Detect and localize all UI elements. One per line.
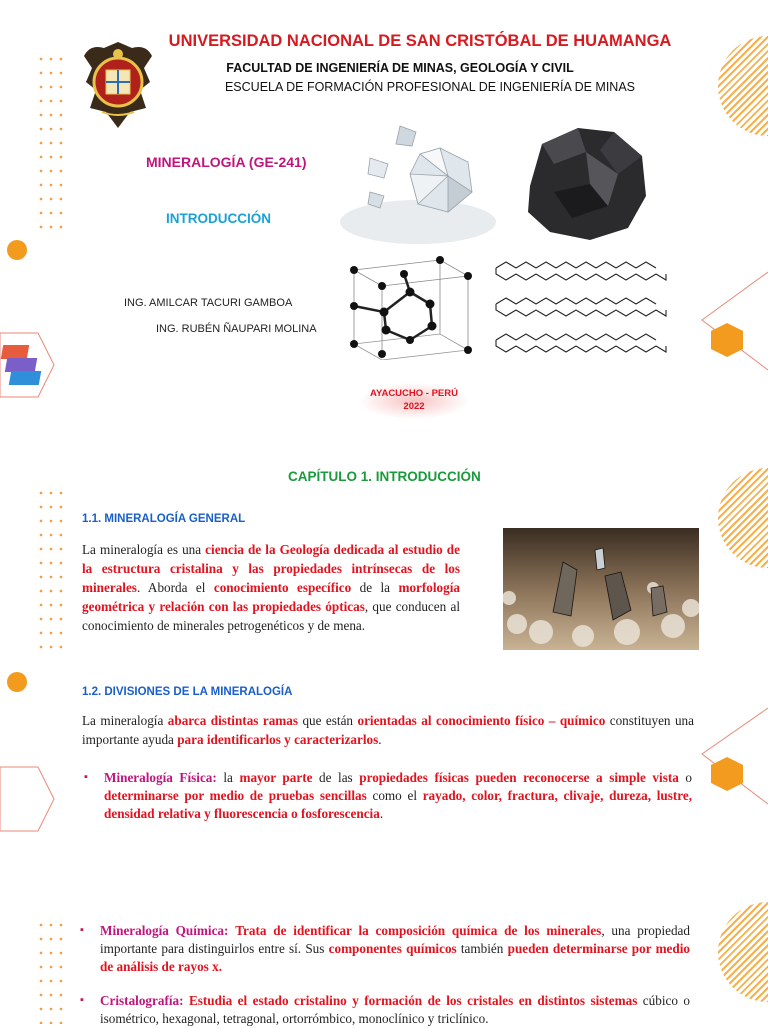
body-text: cúbico o isométrico, hexagonal, tetragonal, ortorrómbico, monoclínico y triclínico. [100, 993, 690, 1026]
body-text: , que conducen al conocimiento de minerales petrogenéticos y de mena. [82, 599, 461, 633]
highlighted-text: mayor parte [239, 770, 313, 785]
highlighted-text: abarca distintas ramas [167, 713, 299, 728]
highlighted-text: orientadas al conocimiento físico – químico [357, 713, 606, 728]
left-chevron-decoration [0, 766, 56, 832]
bullet-marker-icon: ▪ [80, 924, 84, 936]
body-text: también [456, 941, 508, 956]
highlighted-text: para identificarlos y caracterizarlos [177, 732, 379, 747]
body-text: constituyen una importante ayuda [82, 713, 695, 747]
highlighted-text: pueden determinarse por medio de análisis de rayos x. [100, 941, 690, 974]
diamonds-image [340, 112, 496, 244]
author-name: ING. AMILCAR TACURI GAMBOA [124, 297, 293, 309]
highlighted-text: rayado, color, fractura, clivaje, dureza, lustre, densidad relativa y fluorescencia o fosforescencia [104, 788, 692, 821]
chapter-title: CAPÍTULO 1. INTRODUCCIÓN [288, 469, 481, 484]
highlighted-text: Trata de identificar la composición química de los minerales [235, 923, 602, 938]
highlighted-text: propiedades físicas pueden reconocerse a simple vista [359, 770, 679, 785]
blue-block-decoration [9, 371, 41, 385]
body-text: , una propiedad importante para distinguirlos entre sí. Sus [100, 923, 691, 956]
school-name: ESCUELA DE FORMACIÓN PROFESIONAL DE INGENIERÍA DE MINAS [224, 80, 636, 94]
dot-grid-top-left [36, 52, 68, 232]
body-text: como el [366, 788, 423, 803]
section-paragraph [82, 711, 694, 749]
highlighted-text: conocimiento específico [213, 580, 352, 595]
university-name: UNIVERSIDAD NACIONAL DE SAN CRISTÓBAL DE HUAMANGA [168, 32, 672, 50]
dot-grid-mid-left [36, 486, 68, 656]
body-text: o [678, 770, 692, 785]
highlighted-text: ciencia de la Geología dedicada al estudio de la estructura cristalina y las propiedades intrínsecas de los minerales [82, 542, 460, 595]
bullet-item [80, 992, 690, 1028]
highlighted-text: morfología geométrica y relación con las propiedades ópticas [82, 580, 460, 614]
rich-paragraph [100, 923, 690, 974]
body-text: la [216, 770, 240, 785]
orange-dot-decoration [7, 672, 27, 692]
body-text: . Aborda el [136, 580, 214, 595]
body-text: . [379, 806, 384, 821]
graphite-layers-diagram [492, 254, 672, 358]
year-text: 2022 [403, 401, 425, 412]
section-heading: 1.1. MINERALOGÍA GENERAL [82, 513, 246, 525]
section-heading: 1.2. DIVISIONES DE LA MINERALOGÍA [82, 686, 293, 698]
bullet-item [84, 769, 692, 823]
body-text: La mineralogía es una [82, 542, 206, 557]
rich-paragraph [100, 993, 690, 1026]
rich-paragraph [104, 770, 692, 821]
quartz-crystals-photo [503, 528, 699, 650]
bullet-item [80, 922, 691, 976]
blue-block-decoration [5, 358, 37, 372]
graphite-rock-image [520, 122, 650, 244]
highlighted-text: Estudia el estado cristalino y formación de los cristales en distintos sistemas [188, 993, 638, 1008]
faculty-name: FACULTAD DE INGENIERÍA DE MINAS, GEOLOGÍA Y CIVIL [226, 61, 574, 75]
topic-title: INTRODUCCIÓN [166, 211, 271, 226]
university-seal-logo [78, 38, 158, 130]
location-badge [360, 383, 468, 419]
location-text: AYACUCHO - PERÚ [370, 388, 458, 399]
bullet-marker-icon: ▪ [84, 771, 88, 783]
body-text: La mineralogía [82, 713, 168, 728]
hexagon-decoration [710, 756, 744, 792]
orange-dot-decoration [7, 240, 27, 260]
bullet-marker-icon: ▪ [80, 994, 84, 1006]
body-text: que están [298, 713, 358, 728]
striped-half-circle-decoration [718, 36, 768, 136]
hexagon-decoration [710, 322, 744, 358]
rich-paragraph [82, 711, 694, 749]
bullet-label: Cristalografía: [100, 993, 184, 1008]
dot-grid-bottom-left [36, 918, 68, 1024]
bullet-label: Mineralogía Química: [100, 923, 229, 938]
striped-half-circle-decoration [718, 468, 768, 568]
striped-half-circle-decoration [718, 902, 768, 1002]
highlighted-text: componentes químicos [328, 941, 457, 956]
body-text: de la [351, 580, 399, 595]
section-paragraph [82, 540, 460, 635]
body-text: . [378, 732, 382, 747]
blue-block-decoration [1, 345, 29, 359]
rich-paragraph [82, 540, 460, 635]
diamond-crystal-structure-diagram [340, 246, 480, 360]
author-name: ING. RUBÉN ÑAUPARI MOLINA [156, 323, 317, 335]
body-text: de las [312, 770, 360, 785]
highlighted-text: determinarse por medio de pruebas sencillas [104, 788, 367, 803]
bullet-label: Mineralogía Física: [104, 770, 217, 785]
course-title: MINERALOGÍA (GE-241) [146, 154, 307, 170]
